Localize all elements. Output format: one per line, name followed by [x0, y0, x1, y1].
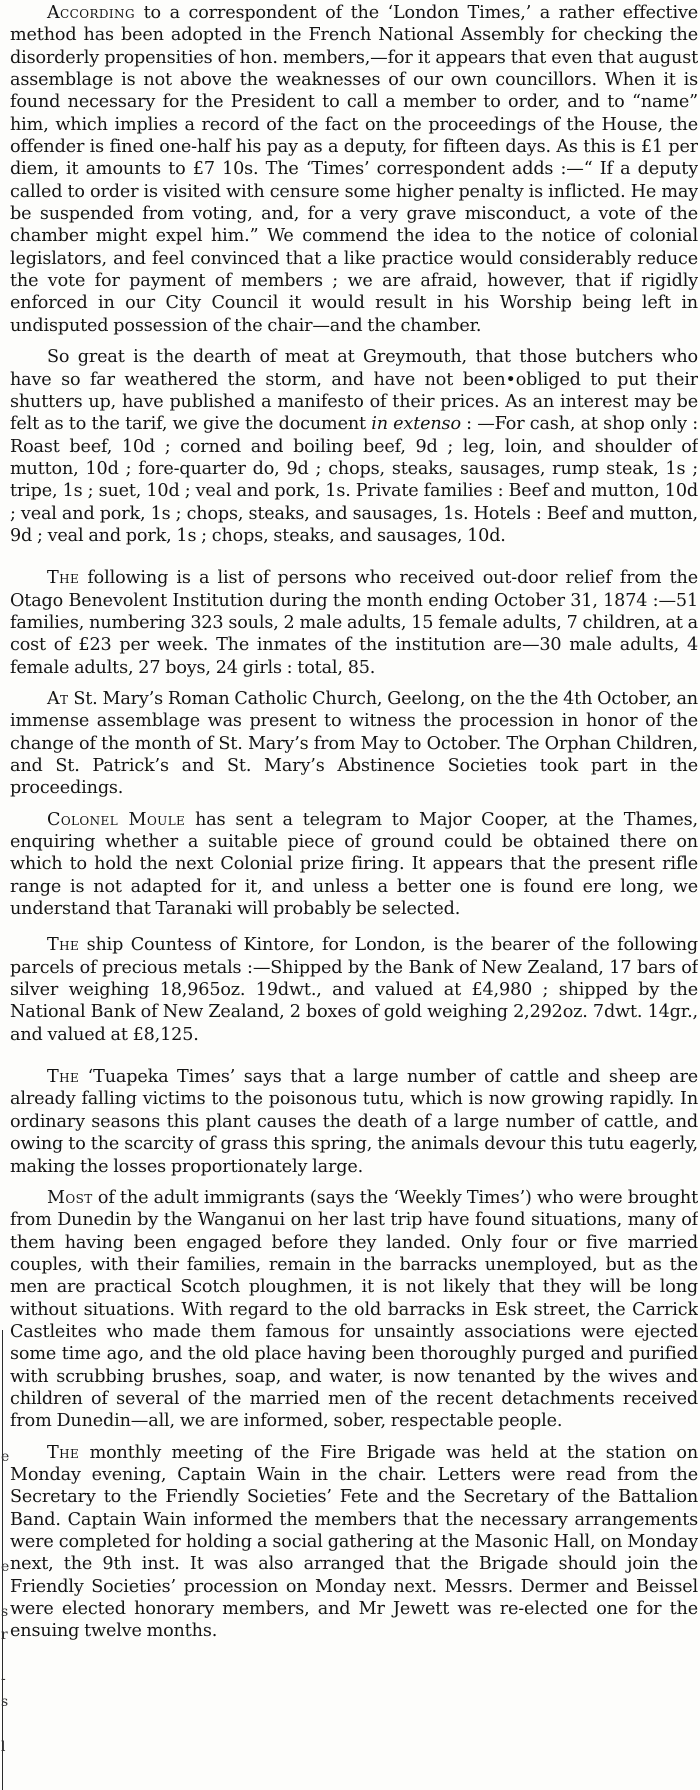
lead-word: Most: [46, 1187, 93, 1208]
news-column: [10, 2, 698, 1788]
paragraph-body: monthly meeting of the Fire Brigade was held at the station on Monday evening, Captain Wain in the chair. Letters were read from the Secretary to the Friendly Societies’ Fete and the Secretary of the Battalion Band. Captain Wain informed the members that the necessary arrangements were completed for holding a social gathering at the Masonic Hall, on Monday next, the 9th inst. It was also arranged that the Brigade should join the Friendly Societies’ procession on Monday next. Messrs. Dermer and Beissel were elected honorary members, and Mr Jewett was re-elected one for the ensuing twelve months.: [10, 1442, 698, 1642]
lead-word: According: [46, 3, 135, 23]
paragraph-body: : —For cash, at shop only : Roast beef, 10d ; corned and boiling beef, 9d ; leg, loin, and shoulder of mutton, 10d ; fore-quarter do, 9d ; chops, steaks, sausages, rump steak, 1s ; tripe, 1s ; suet, 10d ; veal and pork, 1s. Private families : Beef and mutton, 10d ; veal and pork, 1s ; chops, steaks, and sausages, 1s. Hotels : Beef and mutton, 9d ; veal and pork, 1s ; chops, steaks, and sausages, 10d.: [10, 414, 698, 546]
paragraph-adult-immigrants: [10, 1187, 698, 1433]
paragraph-body: of the adult immigrants (says the ‘Weekly Times’) who were brought from Dunedin by the Wanganui on her last trip have found situations, many of them having been engaged before they landed. Only four or five married couples, with their families, remain in the barracks unemployed, but as the men are practical Scotch ploughmen, it is not likely that they will be long without situations. With regard to the old barracks in Esk street, the Carrick Castleites who made them famous for unsaintly associations were ejected some time ago, and the old place having been thoroughly purged and purified with scrubbing brushes, soap, and water, is now tenanted by the wives and children of several of the married men of the recent detachments received from Dunedin—all, we are informed, sober, respectable people.: [10, 1187, 698, 1432]
margin-fragment: e: [1, 1449, 10, 1465]
paragraph-body: following is a list of persons who received out-door relief from the Otago Benevolent Institution during the month ending October 31, 1874 :—51 families, numbering 323 souls, 2 male adults, 15 female adults, 7 children, at a cost of £23 per week. The inmates of the institution are—30 male adults, 4 female adults, 27 boys, 24 girls : total, 85.: [10, 568, 698, 678]
paragraph-greymouth-meat: [10, 346, 698, 547]
italic-phrase: in extenso: [371, 414, 461, 435]
lead-word: The: [46, 935, 80, 956]
paragraph-countess-of-kintore: [10, 934, 698, 1046]
margin-fragment: s: [1, 1604, 9, 1620]
margin-fragment: e: [1, 1559, 10, 1575]
paragraph-body: to a correspondent of the ‘London Times,’ a rather effective method has been adopted in the French National Assembly for checking the disorderly propensities of hon. members,—for it appears that even that august assemblage is not above the weaknesses of our own councillors. When it is found necessary for the President to call a member to order, and to “name” him, which implies a record of the fact on the proceedings of the House, the offender is fined one-half his pay as a deputy, for fifteen days. As this is £1 per diem, it amounts to £7 10s. The ‘Times’ correspondent adds :—“ If a deputy called to order is visited with censure some higher penalty is inflicted. He may be suspended from voting, and, for a very grave misconduct, a vote of the chamber might expel him.” We commend the idea to the notice of colonial legislators, and feel convinced that a like practice would considerably reduce the vote for payment of members ; we are afraid, however, that if rigidly enforced in our City Council it would result in his Worship being left in undisputed possession of the chair—and the chamber.: [10, 3, 698, 336]
paragraph-body: ‘Tuapeka Times’ says that a large number of cattle and sheep are already falling victims to the poisonous tutu, which is now growing rapidly. In ordinary seasons this plant causes the death of a large number of cattle, and owing to the scarcity of grass this spring, the animals devour this tutu eagerly, making the losses proportionately large.: [10, 1067, 698, 1177]
paragraph-tuapeka-times: [10, 1066, 698, 1178]
lead-word: At: [46, 688, 69, 709]
lead-word: The: [46, 1067, 80, 1088]
adjacent-column-fragments: [0, 0, 8, 1790]
margin-fragment: r: [1, 1627, 8, 1643]
lead-word: The: [46, 568, 80, 589]
margin-fragment: -: [1, 1671, 6, 1687]
paragraph-body: So great is the dearth of meat at Greymouth, that those butchers who have so far weathered the storm, and have not been•obliged to put their shutters up, have published a manifesto of their prices. As an interest may be felt as to the tarif, we give the document: [10, 347, 698, 435]
lead-word: The: [46, 1442, 80, 1463]
paragraph-st-marys-geelong: [10, 688, 698, 800]
paragraph-london-times: [10, 2, 698, 337]
paragraph-body: St. Mary’s Roman Catholic Church, Geelong, on the the 4th October, an immense assemblage was present to witness the procession in honor of the change of the month of St. Mary’s from May to October. The Orphan Children, and St. Patrick’s and St. Mary’s Abstinence Societies took part in the proceedings.: [10, 688, 698, 799]
margin-fragment: l: [1, 1739, 6, 1755]
paragraph-body: has sent a telegram to Major Cooper, at the Thames, enquiring whether a suitable piece of ground could be obtained there on which to hold the next Colonial prize firing. It appears that the present rifle range is not adapted for it, and unless a better one is found ere long, we understand that Taranaki will probably be selected.: [10, 809, 698, 920]
lead-word: Colonel Moule: [46, 809, 186, 830]
paragraph-body: ship Countess of Kintore, for London, is the bearer of the following parcels of precious metals :—Shipped by the Bank of New Zealand, 17 bars of silver weighing 18,965oz. 19dwt., and valued at £4,980 ; shipped by the National Bank of New Zealand, 2 boxes of gold weighing 2,292oz. 7dwt. 14gr., and valued at £8,125.: [10, 935, 698, 1045]
margin-fragment: s: [1, 1694, 9, 1710]
paragraph-benevolent-institution: [10, 567, 698, 679]
paragraph-colonel-moule: [10, 809, 698, 921]
paragraph-fire-brigade: [10, 1442, 698, 1643]
